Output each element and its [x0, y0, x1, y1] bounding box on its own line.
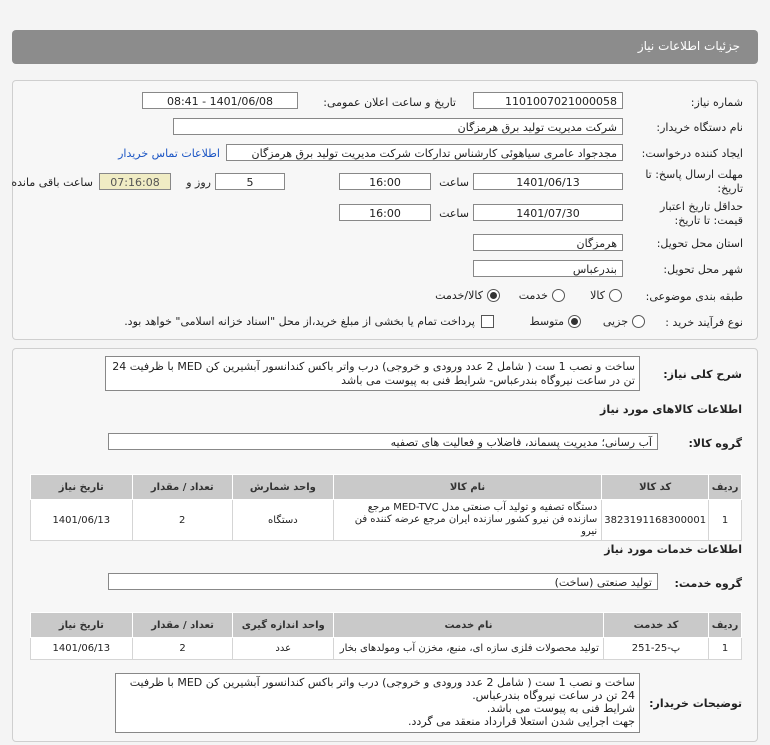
category-radio-service[interactable] — [552, 289, 565, 302]
buyer-notes-line-3: جهت اجرایی شدن استعلا قرارداد منعقد می گردد. — [408, 715, 635, 728]
deadline-time-label: ساعت — [439, 176, 469, 189]
deadline-time-field: 16:00 — [339, 173, 431, 190]
buyer-notes-line-1: ساخت و نصب 1 ست ( شامل 2 عدد ورودی و خروجی) درب واتر باکس کندانسور آبشیرین کن MED با ظرفیت 24 تن در ساعت نیروگاه بندرعباس. — [129, 676, 635, 702]
process-option-minor: جزیی — [602, 315, 628, 328]
city-label: شهر محل تحویل: — [663, 263, 743, 276]
summary-label: شرح کلی نیاز: — [663, 368, 742, 381]
service-row-number: 1 — [709, 638, 742, 660]
province-label: استان محل تحویل: — [656, 237, 743, 250]
services-group-label: گروه خدمت: — [674, 577, 742, 590]
remaining-label: ساعت باقی مانده — [11, 176, 93, 189]
col-unit: واحد اندازه گیری — [233, 613, 334, 638]
service-qty: 2 — [132, 638, 233, 660]
goods-group-label: گروه کالا: — [688, 437, 742, 450]
buyer-notes-line-2: شرایط فنی به پیوست می باشد. — [486, 702, 635, 715]
services-section-title: اطلاعات خدمات مورد نیاز — [604, 543, 742, 556]
table-row — [31, 638, 742, 660]
process-radio-medium[interactable] — [568, 315, 581, 328]
category-label: طبقه بندی موضوعی: — [645, 290, 743, 303]
days-label: روز و — [186, 176, 211, 189]
city-field: بندرعباس — [473, 260, 623, 277]
col-row: ردیف — [709, 475, 742, 500]
treasury-payment-checkbox[interactable] — [481, 315, 494, 328]
process-label: نوع فرآیند خرید : — [665, 316, 743, 329]
services-group-field: تولید صنعتی (ساخت) — [108, 573, 658, 590]
buyer-label: نام دستگاه خریدار: — [656, 121, 743, 134]
page-header — [12, 30, 758, 64]
process-radio-minor[interactable] — [632, 315, 645, 328]
need-number-label: شماره نیاز: — [690, 96, 743, 109]
category-radio-goods-service[interactable] — [487, 289, 500, 302]
col-code: کد خدمت — [603, 613, 708, 638]
col-qty: تعداد / مقدار — [132, 475, 232, 500]
deadline-label: مهلت ارسال پاسخ: تا — [645, 168, 743, 181]
col-date: تاریخ نیاز — [31, 475, 133, 500]
process-option-medium: متوسط — [529, 315, 564, 328]
services-table — [30, 612, 742, 660]
validity-time-field: 16:00 — [339, 204, 431, 221]
col-name: نام کالا — [333, 475, 601, 500]
deadline-label-2: تاریخ: — [717, 182, 743, 195]
col-name: نام خدمت — [334, 613, 604, 638]
validity-label: حداقل تاریخ اعتبار — [659, 200, 743, 213]
announce-label: تاریخ و ساعت اعلان عمومی: — [323, 96, 456, 109]
category-option-goods-service: کالا/خدمت — [435, 289, 483, 302]
summary-text: ساخت و نصب 1 ست ( شامل 2 عدد ورودی و خروجی) درب واتر باکس کندانسور آبشیرین کن MED با ظرفیت 24 تن در ساعت نیروگاه بندرعباس- شرایط فنی به پیوست می باشد — [105, 356, 640, 391]
service-unit: عدد — [233, 638, 334, 660]
buyer-field: شرکت مدیریت تولید برق هرمزگان — [173, 118, 623, 135]
goods-name: دستگاه تصفیه و تولید آب صنعتی مدل MED-TVC مرجع سازنده فن نیرو کشور سازنده ایران مرجع عرضه کننده فن نیرو — [333, 500, 601, 541]
validity-time-label: ساعت — [439, 207, 469, 220]
province-field: هرمزگان — [473, 234, 623, 251]
goods-table — [30, 474, 742, 541]
category-radio-goods[interactable] — [609, 289, 622, 302]
buyer-notes-label: توضیحات خریدار: — [649, 697, 742, 710]
service-name: تولید محصولات فلزی سازه ای، منبع، مخزن آب ومولدهای بخار — [334, 638, 604, 660]
validity-label-2: قیمت: تا تاریخ: — [674, 214, 743, 227]
service-date: 1401/06/13 — [31, 638, 133, 660]
col-unit: واحد شمارش — [232, 475, 333, 500]
remaining-time-field: 07:16:08 — [99, 173, 171, 190]
col-qty: تعداد / مقدار — [132, 613, 233, 638]
validity-date-field: 1401/07/30 — [473, 204, 623, 221]
announce-datetime-field: 1401/06/08 - 08:41 — [142, 92, 298, 109]
table-row — [31, 500, 742, 541]
col-date: تاریخ نیاز — [31, 613, 133, 638]
category-option-service: خدمت — [518, 289, 548, 302]
goods-section-title: اطلاعات کالاهای مورد نیاز — [600, 403, 742, 416]
buyer-contact-link[interactable]: اطلاعات تماس خریدار — [118, 147, 220, 160]
deadline-date-field: 1401/06/13 — [473, 173, 623, 190]
goods-unit: دستگاه — [232, 500, 333, 541]
goods-date: 1401/06/13 — [31, 500, 133, 541]
creator-field: مجدجواد عامری سیاهوئی کارشناس تدارکات شرکت مدیریت تولید برق هرمزگان — [226, 144, 623, 161]
goods-code: 3823191168300001 — [602, 500, 709, 541]
page-title: جزئیات اطلاعات نیاز — [637, 39, 740, 53]
service-code: پ-25-251 — [603, 638, 708, 660]
goods-row-number: 1 — [709, 500, 742, 541]
goods-qty: 2 — [132, 500, 232, 541]
category-option-goods: کالا — [590, 289, 605, 302]
goods-table-header — [31, 475, 742, 500]
creator-label: ایجاد کننده درخواست: — [641, 147, 743, 160]
treasury-payment-note: پرداخت تمام یا بخشی از مبلغ خرید،از محل "اسناد خزانه اسلامی" خواهد بود. — [124, 315, 475, 328]
buyer-notes-text — [115, 673, 640, 733]
remaining-days-field: 5 — [215, 173, 285, 190]
col-code: کد کالا — [602, 475, 709, 500]
col-row: ردیف — [709, 613, 742, 638]
services-table-header — [31, 613, 742, 638]
goods-group-field: آب رسانی؛ مدیریت پسماند، فاضلاب و فعالیت های تصفیه — [108, 433, 658, 450]
need-number-field: 1101007021000058 — [473, 92, 623, 109]
